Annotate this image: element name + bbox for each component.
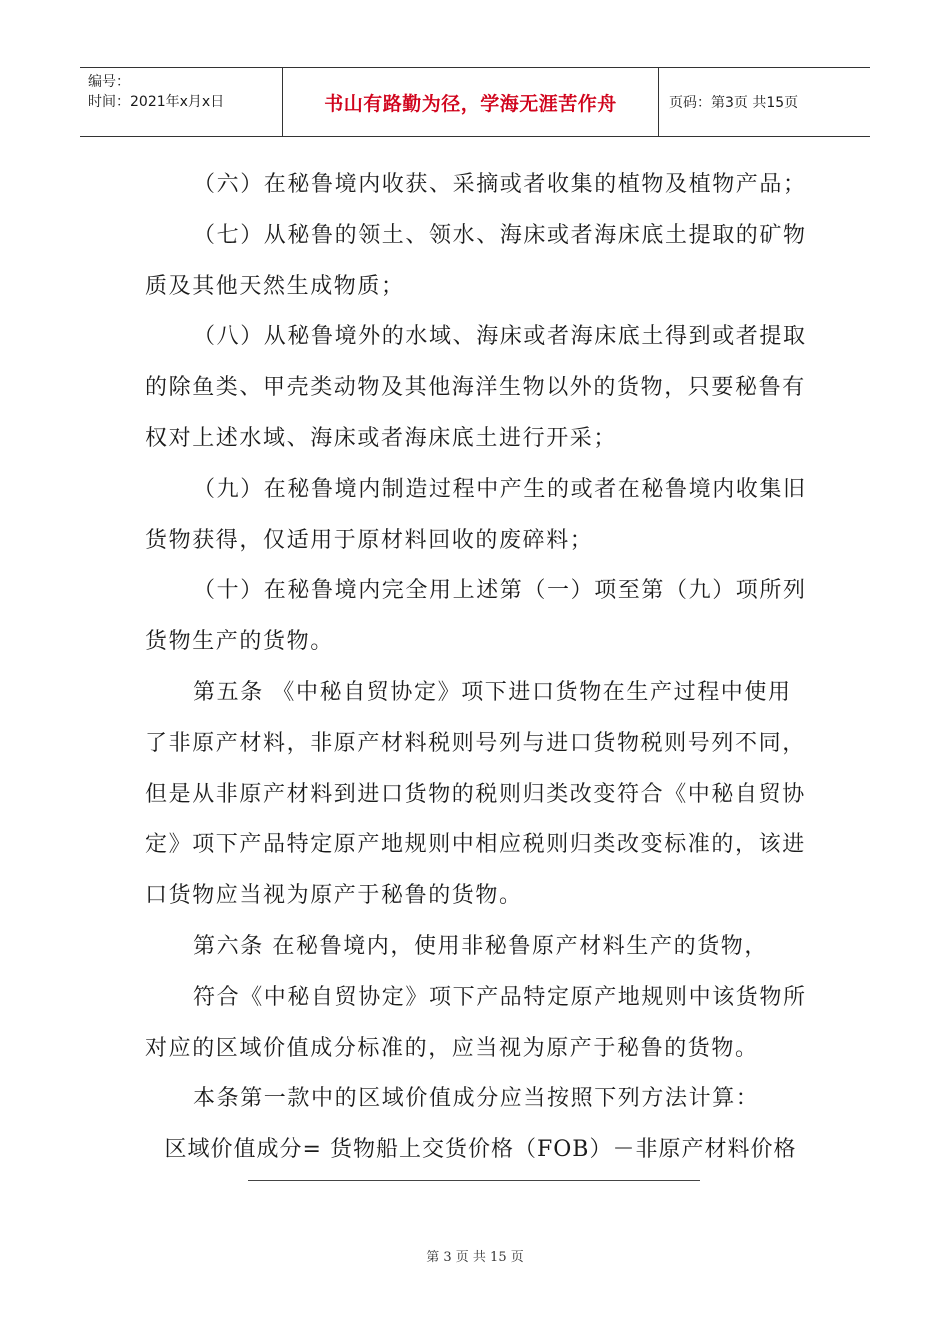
article-6-continued: 符合《中秘自贸协定》项下产品特定原产地规则中该货物所对应的区域价值成分标准的，应当视为原产于秘鲁的货物。 — [145, 984, 807, 1061]
header-motto: 书山有路勤为径，学海无涯苦作舟 — [283, 68, 659, 136]
paragraph-item-10: （十）在秘鲁境内完全用上述第（一）项至第（九）项所列货物生产的货物。 — [145, 578, 807, 655]
article-5: 第五条 《中秘自贸协定》项下进口货物在生产过程中使用了非原产材料，非原产材料税则号列与进口货物税则号列不同，但是从非原产材料到进口货物的税则归类改变符合《中秘自贸协定》项下产品特定原产地规则中相应税则归类改变标准的，该进口货物应当视为原产于秘鲁的货物。 — [145, 679, 806, 909]
fraction-line — [248, 1180, 700, 1181]
page-header — [80, 67, 870, 137]
article-6: 第六条 在秘鲁境内，使用非秘鲁原产材料生产的货物， — [193, 933, 768, 959]
header-page-info: 页码：第3页 共15页 — [669, 95, 799, 111]
page-footer: 第 3 页 共 15 页 — [426, 1250, 524, 1265]
paragraph-item-7: （七）从秘鲁的领土、领水、海床或者海床底土提取的矿物质及其他天然生成物质； — [145, 222, 807, 299]
document-body — [145, 160, 810, 1176]
paragraph-item-9: （九）在秘鲁境内制造过程中产生的或者在秘鲁境内收集旧货物获得，仅适用于原材料回收的废碎料； — [145, 476, 807, 553]
paragraph-item-6: （六）在秘鲁境内收获、采摘或者收集的植物及植物产品； — [193, 172, 807, 197]
article-6-calculation-intro: 本条第一款中的区域价值成分应当按照下列方法计算： — [193, 1086, 760, 1112]
header-meta — [80, 68, 283, 136]
document-date: 时间：2021年x月x日 — [88, 94, 225, 110]
document-number: 编号： — [88, 74, 130, 90]
paragraph-item-8: （八）从秘鲁境外的水域、海床或者海床底土得到或者提取的除鱼类、甲壳类动物及其他海洋生物以外的货物，只要秘鲁有权对上述水域、海床或者海床底土进行开采； — [145, 324, 807, 451]
value-content-formula: 区域价值成分= 货物船上交货价格（FOB）－非原产材料价格 — [164, 1137, 797, 1163]
